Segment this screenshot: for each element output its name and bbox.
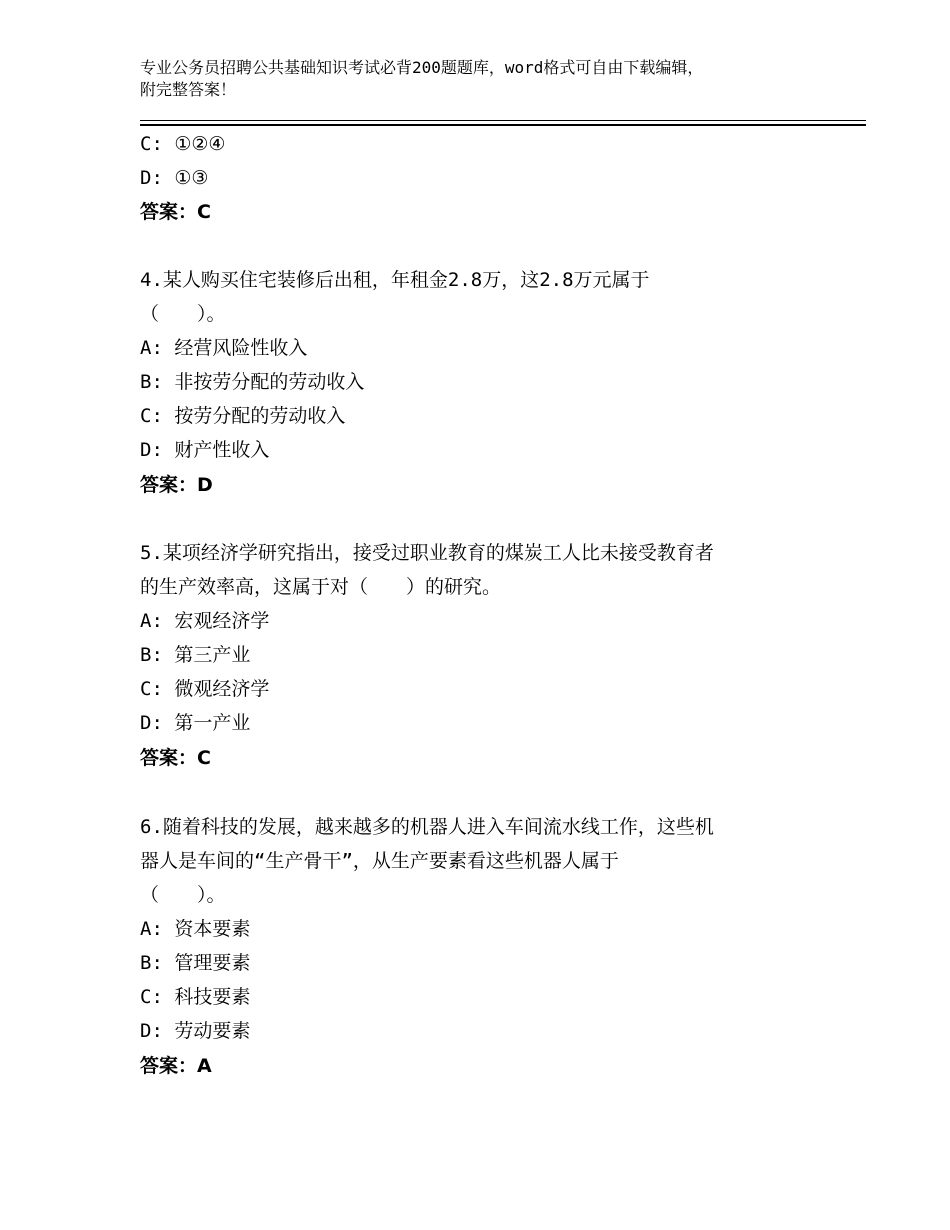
- header-rule-thick: [140, 124, 866, 126]
- question-4-line-1: 4.某人购买住宅装修后出租，年租金2.8万，这2.8万元属于: [140, 269, 650, 291]
- option-a: A: 经营风险性收入: [140, 337, 308, 359]
- option-d: D: 劳动要素: [140, 1020, 251, 1042]
- option-d: D: ①③: [140, 167, 209, 189]
- page-header: [140, 57, 840, 101]
- question-6-line-3: （ ）。: [140, 884, 226, 906]
- option-b: B: 第三产业: [140, 644, 251, 666]
- question-5-line-1: 5.某项经济学研究指出，接受过职业教育的煤炭工人比未接受教育者: [140, 542, 714, 564]
- option-c: C: 按劳分配的劳动收入: [140, 405, 346, 427]
- option-d: D: 第一产业: [140, 712, 251, 734]
- answer: 答案：C: [140, 201, 211, 223]
- option-c: C: ①②④: [140, 133, 226, 155]
- option-b: B: 非按劳分配的劳动收入: [140, 371, 365, 393]
- answer: 答案：C: [140, 747, 211, 769]
- header-line-2: 附完整答案！: [140, 80, 237, 99]
- option-d: D: 财产性收入: [140, 439, 270, 461]
- question-4-line-2: （ ）。: [140, 303, 226, 325]
- option-c: C: 微观经济学: [140, 678, 270, 700]
- option-a: A: 宏观经济学: [140, 610, 270, 632]
- question-6-line-1: 6.随着科技的发展，越来越多的机器人进入车间流水线工作，这些机: [140, 816, 714, 838]
- answer: 答案：D: [140, 474, 213, 496]
- option-a: A: 资本要素: [140, 918, 251, 940]
- header-rule-thin: [140, 120, 866, 121]
- option-b: B: 管理要素: [140, 952, 251, 974]
- question-5-line-2: 的生产效率高，这属于对（ ）的研究。: [140, 576, 502, 598]
- option-c: C: 科技要素: [140, 986, 251, 1008]
- header-line-1: 专业公务员招聘公共基础知识考试必背200题题库，word格式可自由下载编辑，: [140, 58, 704, 77]
- question-6-line-2: 器人是车间的“生产骨干”，从生产要素看这些机器人属于: [140, 850, 619, 872]
- answer: 答案：A: [140, 1055, 212, 1077]
